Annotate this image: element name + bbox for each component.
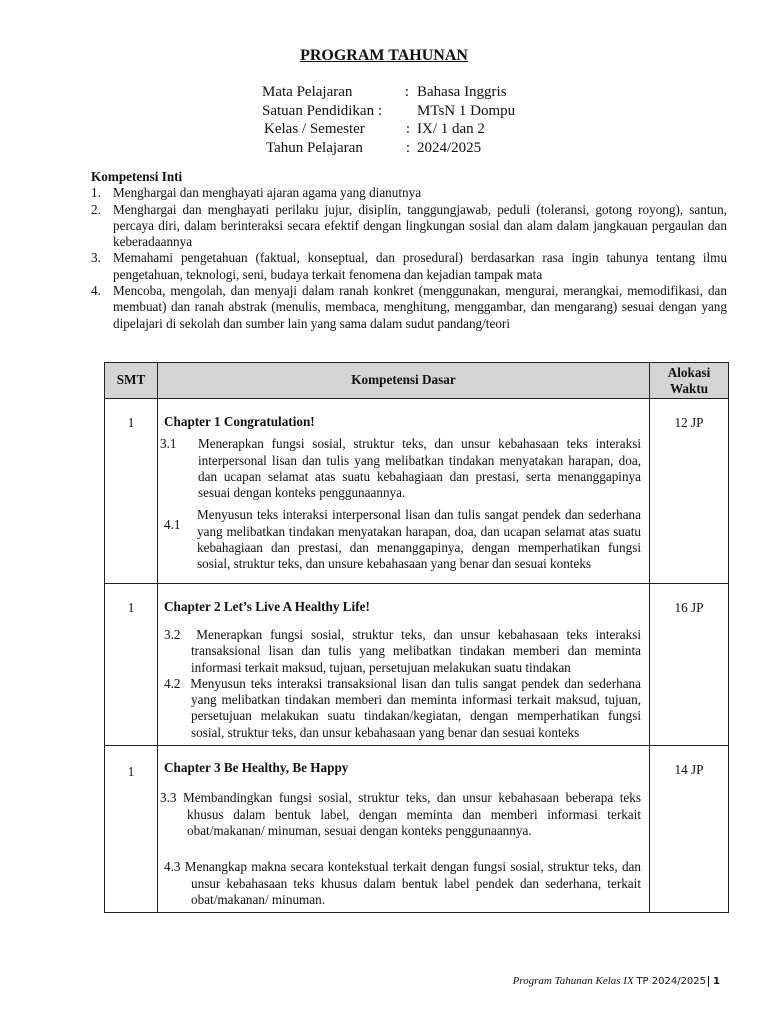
cell-alokasi-waktu: 14 JP: [650, 746, 729, 913]
list-item-number: 2.: [91, 201, 101, 217]
kd-number: 4.2: [164, 675, 181, 691]
cell-smt: 1: [105, 399, 158, 584]
kd-text: Menyusun teks interaksi transaksional lisan dan tulis sangat pendek dan sederhana yang melibatkan tindakan memberi dan meminta informasi terkait maksud, tujuan, persetujuan melakukan suatu tindakan/kegiatan, dengan memperhatikan fungsi sosial, struktur teks, dan unsur kebahasaan yang benar dan sesuai konteks: [190, 675, 641, 740]
kd-number: 3.3: [160, 790, 177, 806]
header-alokasi-line2: Waktu: [669, 380, 709, 396]
kd-number: 4.3: [164, 859, 181, 875]
kd-text: Menangkap makna secara kontekstual terkait dengan fungsi sosial, struktur teks, dan unsur kebahasaan teks khusus dalam bentuk label pendek dan sederhana, terkait obat/makanan/ minuman.: [184, 859, 641, 907]
meta-separator: :: [405, 121, 411, 137]
header-kompetensi-dasar: Kompetensi Dasar: [158, 363, 650, 399]
kd-text: Menerapkan fungsi sosial, struktur teks, dan unsur kebahasaan teks interaksi interpersonal lisan dan tulis yang melibatkan tindakan menyatakan harapan, doa, dan ucapan selamat atas suatu kebahagiaan dan prestasi, serta menanggapinya sesuai dengan konteks penggunaannya.: [198, 436, 641, 501]
page-number: 1: [708, 976, 720, 987]
cell-alokasi-waktu: 16 JP: [650, 583, 729, 745]
kd-number: 3.1: [160, 436, 177, 452]
kompetensi-inti-section: [91, 169, 727, 332]
list-item-text: Mencoba, mengolah, dan menyaji dalam ranah konkret (menggunakan, mengurai, merangkai, memodifikasi, dan membuat) dan ranah abstrak (menulis, membaca, menghitung, menggambar, dan mengarang) sesuai dengan yang dipelajari di sekolah dan sumber lain yang sama dalam sudut pandang/teori: [113, 283, 727, 331]
meta-row-class: [262, 120, 562, 139]
meta-value: IX/ 1 dan 2: [417, 121, 485, 137]
list-item: [91, 250, 727, 283]
cell-smt: 1: [105, 583, 158, 745]
table-row: [105, 583, 729, 745]
page-footer: [513, 975, 720, 987]
meta-value: 2024/2025: [417, 139, 482, 156]
table-header-row: [105, 363, 729, 399]
list-item-number: 1.: [91, 185, 101, 201]
kompetensi-inti-list: [91, 185, 727, 332]
header-alokasi-line1: Alokasi: [667, 365, 711, 380]
meta-separator: :: [404, 84, 410, 100]
kd-item: [160, 790, 641, 839]
list-item-text: Memahami pengetahuan (faktual, konseptual, dan prosedural) berdasarkan rasa ingin tahunya tentang ilmu pengetahuan, teknologi, seni, budaya terkait fenomena dan kejadian tampak mata: [113, 250, 727, 282]
meta-label: Tahun Pelajaran: [266, 139, 363, 156]
kompetensi-dasar-table: [104, 362, 729, 913]
footer-year: TP 2024/2025: [636, 976, 707, 987]
kd-number: 4.1: [164, 517, 181, 533]
list-item: [91, 185, 727, 201]
kd-item: [160, 436, 641, 501]
cell-alokasi-waktu: 12 JP: [650, 399, 729, 584]
meta-block: [262, 83, 562, 157]
cell-kompetensi-dasar: [158, 399, 650, 584]
kd-text: Menyusun teks interaksi interpersonal lisan dan tulis sangat pendek dan sederhana yang melibatkan tindakan menyatakan harapan, doa, dan ucapan selamat atas suatu kebahagiaan dan prestasi, dan menanggapinya, dengan memperhatikan fungsi sosial, struktur teks, dan unsure kebahasaan yang benar dan sesuai konteks: [197, 507, 641, 572]
header-alokasi-waktu: [650, 363, 729, 399]
meta-value: Bahasa Inggris: [417, 84, 507, 100]
table-row: [105, 746, 729, 913]
meta-label: Mata Pelajaran: [262, 84, 353, 100]
footer-title: Program Tahunan Kelas IX: [512, 975, 634, 987]
kd-item: [164, 676, 641, 741]
chapter-title: Chapter 1 Congratulation!: [164, 414, 315, 429]
meta-separator: [409, 102, 417, 121]
meta-separator: :: [405, 139, 411, 156]
header-smt: SMT: [105, 363, 158, 399]
meta-row-subject: [262, 83, 562, 102]
list-item-text: Menghargai dan menghayati perilaku jujur, disiplin, tanggungjawab, peduli (toleransi, gotong royong), santun, percaya diri, dalam berinteraksi secara efektif dengan lingkungan sosial dan alam dalam jangkauan pergaulan dan keberadaannya: [113, 201, 727, 250]
chapter-title: Chapter 3 Be Healthy, Be Happy: [164, 760, 349, 776]
kd-text: Menerapkan fungsi sosial, struktur teks, dan unsur kebahasaan teks interaksi transaksional lisan dan tulis yang melibatkan tindakan memberi dan meminta informasi terkait maksud, tujuan, persetujuan melakukan suatu tindakan: [191, 626, 641, 675]
chapter-title: Chapter 2 Let’s Live A Healthy Life!: [164, 598, 370, 614]
table-row: [105, 399, 729, 584]
meta-row-school: [262, 102, 562, 121]
list-item: [91, 283, 727, 332]
kd-item: [164, 627, 641, 676]
list-item-number: 4.: [91, 283, 101, 299]
meta-value: MTsN 1 Dompu: [417, 102, 516, 119]
cell-kompetensi-dasar: [158, 583, 650, 745]
meta-row-year: [262, 139, 562, 158]
kd-number: 3.2: [164, 626, 181, 642]
list-item-text: Menghargai dan menghayati ajaran agama yang dianutnya: [113, 185, 422, 201]
meta-label: Kelas / Semester: [264, 121, 365, 137]
cell-kompetensi-dasar: [158, 746, 650, 913]
kompetensi-inti-heading: Kompetensi Inti: [91, 169, 183, 184]
meta-label: Satuan Pendidikan :: [262, 102, 382, 119]
list-item-number: 3.: [91, 250, 101, 266]
document-title: PROGRAM TAHUNAN: [300, 47, 468, 64]
kd-item: [164, 859, 641, 908]
cell-smt: 1: [105, 746, 158, 913]
list-item: [91, 202, 727, 251]
kd-item: [164, 507, 641, 572]
kd-text: Membandingkan fungsi sosial, struktur teks, dan unsur kebahasaan beberapa teks khusus dalam bentuk label, dengan meminta dan memberi informasi terkait obat/makanan/ minuman, sesuai dengan konteks penggunaannya.: [183, 790, 642, 838]
